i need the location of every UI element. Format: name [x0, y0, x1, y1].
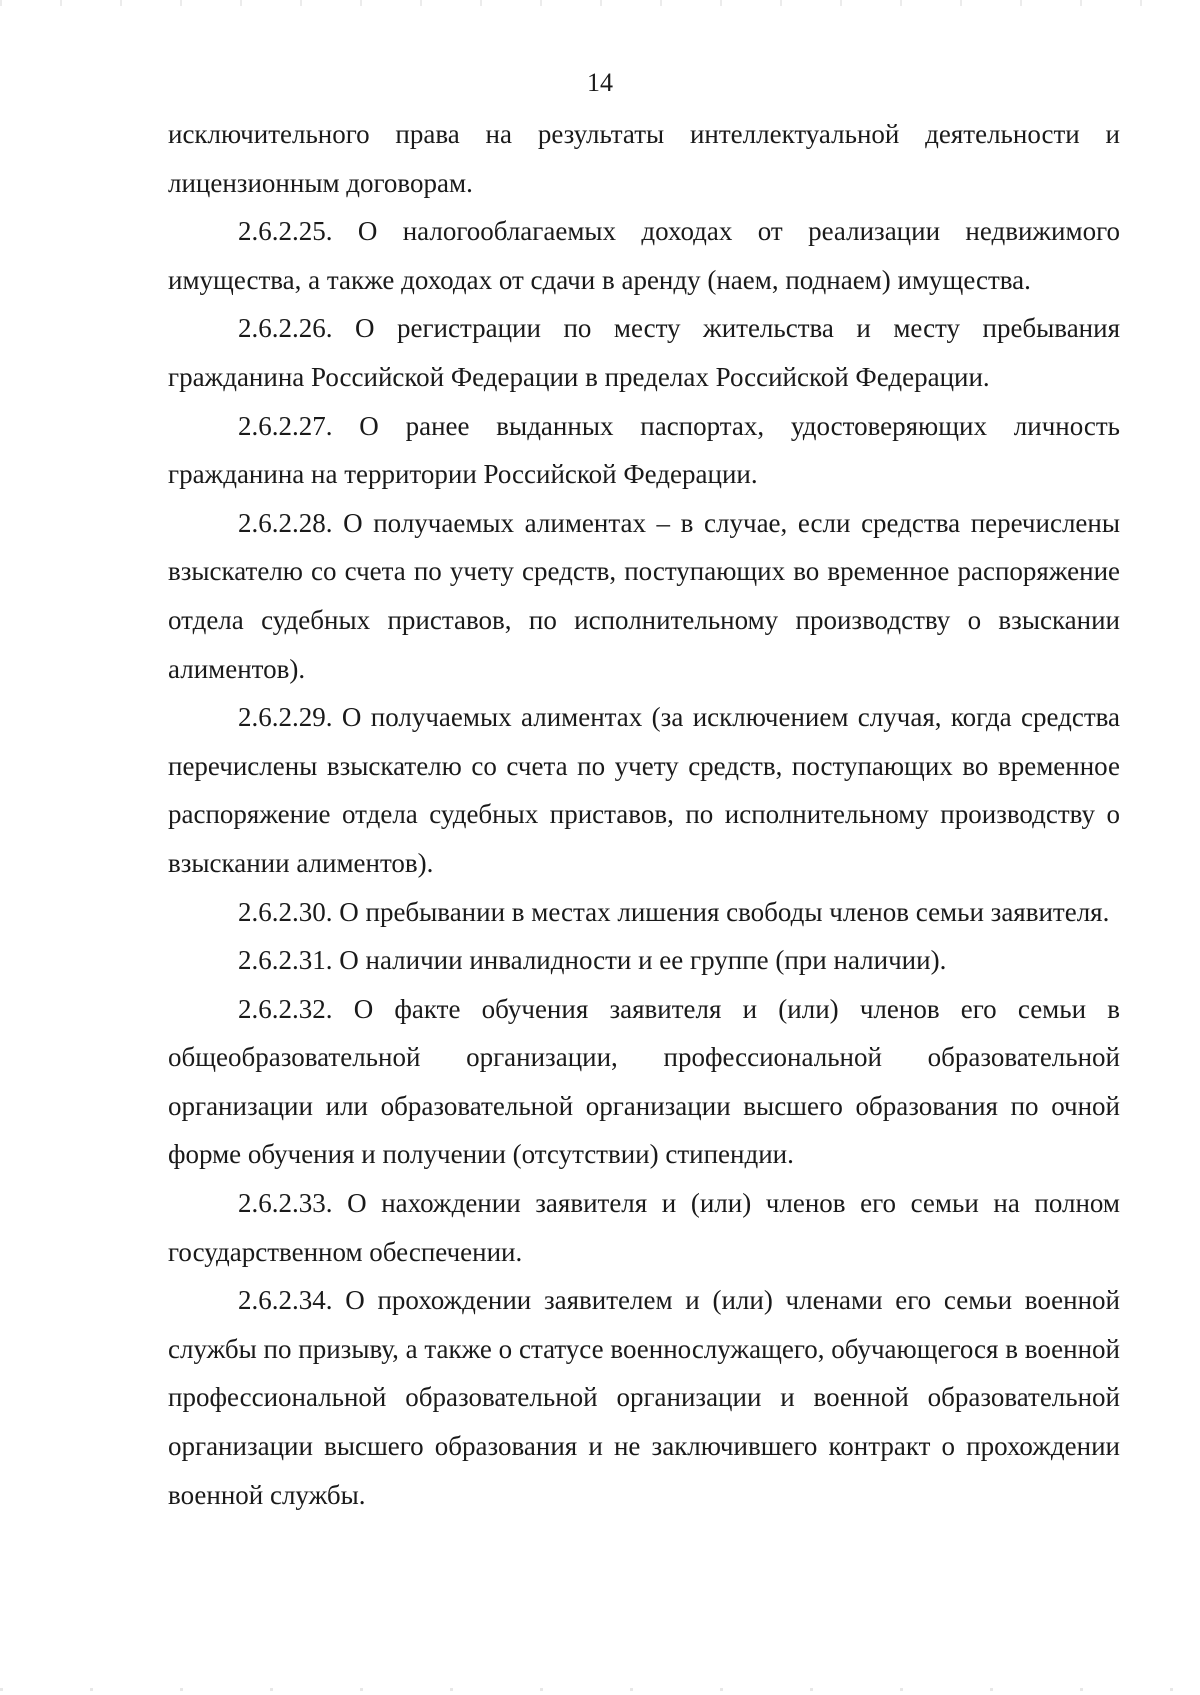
scan-edge-top: [0, 0, 1200, 6]
paragraph-continuation: исключительного права на результаты интеллектуальной деятельности и лицензионным договорам.: [168, 119, 1120, 198]
paragraph-2-6-2-29: 2.6.2.29. О получаемых алиментах (за исключением случая, когда средства перечислены взыскателю со счета по учету средств, поступающих во временное распоряжение отдела судебных приставов, по исполнительному производству о взыскании алиментов).: [168, 702, 1120, 878]
paragraph-2-6-2-33: 2.6.2.33. О нахождении заявителя и (или) членов его семьи на полном государственном обеспечении.: [168, 1188, 1120, 1267]
scan-edge-bottom: [0, 1688, 1200, 1691]
paragraph-2-6-2-25: 2.6.2.25. О налогооблагаемых доходах от реализации недвижимого имущества, а также доходах от сдачи в аренду (наем, поднаем) имущества.: [168, 216, 1120, 295]
document-body: [168, 110, 1120, 1519]
paragraph-2-6-2-30: 2.6.2.30. О пребывании в местах лишения свободы членов семьи заявителя.: [238, 896, 1110, 927]
paragraph-2-6-2-27: 2.6.2.27. О ранее выданных паспортах, удостоверяющих личность гражданина на территории Российской Федерации.: [168, 410, 1120, 490]
paragraph-2-6-2-31: 2.6.2.31. О наличии инвалидности и ее группе (при наличии).: [238, 945, 947, 976]
paragraph-2-6-2-26: 2.6.2.26. О регистрации по месту жительства и месту пребывания гражданина Российской Федерации в пределах Российской Федерации.: [168, 313, 1120, 392]
paragraph-2-6-2-34: 2.6.2.34. О прохождении заявителем и (или) членами его семьи военной службы по призыву, а также о статусе военнослужащего, обучающегося в военной профессиональной образовательной организации и военной образовательной организации высшего образования и не заключившего контракт о прохождении военной службы.: [168, 1285, 1120, 1510]
page-number: 14: [587, 68, 613, 97]
paragraph-2-6-2-32: 2.6.2.32. О факте обучения заявителя и (или) членов его семьи в общеобразовательной организации, профессиональной образовательной организации или образовательной организации высшего образования по очной форме обучения и получении (отсутствии) стипендии.: [168, 993, 1120, 1170]
paragraph-2-6-2-28: 2.6.2.28. О получаемых алиментах – в случае, если средства перечислены взыскателю со счета по учету средств, поступающих во временное распоряжение отдела судебных приставов, по исполнительному производству о взыскании алиментов).: [168, 507, 1120, 684]
